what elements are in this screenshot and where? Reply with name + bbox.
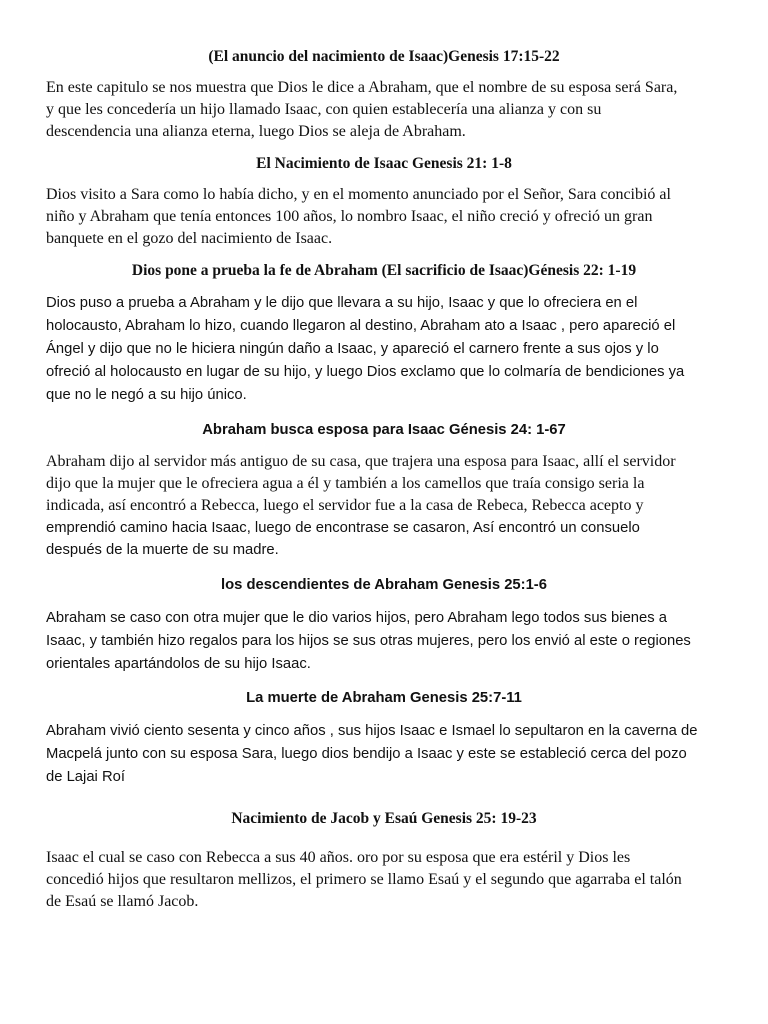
paragraph-line: niño y Abraham que tenía entonces 100 años, lo nombro Isaac, el niño creció y ofreció un gran [46, 208, 653, 225]
paragraph-line: indicada, así encontró a Rebecca, luego el servidor fue a la casa de Rebeca, Rebecca acepto y [46, 497, 644, 514]
paragraph-line: Dios visito a Sara como lo había dicho, y en el momento anunciado por el Señor, Sara concibió al [46, 186, 671, 203]
paragraph-line: concedió hijos que resultaron mellizos, el primero se llamo Esaú y el segundo que agarraba el talón [46, 871, 682, 888]
paragraph-line: Macpelá junto con su esposa Sara, luego dios bendijo a Isaac y este se estableció cerca del pozo [46, 746, 687, 762]
paragraph-line: Abraham se caso con otra mujer que le dio varios hijos, pero Abraham lego todos sus bienes a [46, 610, 667, 626]
paragraph-line: banquete en el gozo del nacimiento de Isaac. [46, 230, 333, 247]
paragraph-line: ofreció al holocausto en lugar de su hijo, y luego Dios exclamo que lo colmaría de bendiciones ya [46, 364, 685, 380]
section-paragraph [46, 184, 736, 250]
section-paragraph [46, 720, 736, 789]
paragraph-line: Abraham vivió ciento sesenta y cinco años , sus hijos Isaac e Ismael lo sepultaron en la caverna de [46, 723, 698, 739]
section-heading: (El anuncio del nacimiento de Isaac)Genesis 17:15-22 [208, 48, 560, 65]
paragraph-line: dijo que la mujer que le ofreciera agua a él y también a los camellos que traía consigo seria la [46, 475, 645, 492]
paragraph-line: que no le negó a su hijo único. [46, 387, 247, 403]
paragraph-line: emprendió camino hacia Isaac, luego de encontrase se casaron, Así encontró un consuelo [46, 520, 640, 536]
section-heading: Nacimiento de Jacob y Esaú Genesis 25: 19-23 [231, 810, 537, 827]
paragraph-line: descendencia una alianza eterna, luego Dios se aleja de Abraham. [46, 123, 466, 140]
section-paragraph [46, 607, 736, 676]
section-heading: Abraham busca esposa para Isaac Génesis 24: 1-67 [202, 422, 566, 438]
paragraph-line: Ángel y dijo que no le hiciera ningún daño a Isaac, y apareció el carnero frente a sus ojos y lo [46, 341, 659, 357]
section-paragraph [46, 292, 736, 407]
section-heading: los descendientes de Abraham Genesis 25:1-6 [221, 577, 547, 593]
paragraph-line: de Lajai Roí [46, 769, 125, 785]
paragraph-line: Isaac el cual se caso con Rebecca a sus 40 años. oro por su esposa que era estéril y Dios les [46, 849, 631, 866]
paragraph-line: Dios puso a prueba a Abraham y le dijo que llevara a su hijo, Isaac y que lo ofreciera en el [46, 295, 638, 311]
section-paragraph [46, 847, 736, 913]
paragraph-line: orientales apartándolos de su hijo Isaac. [46, 656, 311, 672]
section-heading: Dios pone a prueba la fe de Abraham (El sacrificio de Isaac)Génesis 22: 1-19 [131, 262, 637, 279]
paragraph-line: de Esaú se llamó Jacob. [46, 893, 199, 910]
paragraph-line: holocausto, Abraham lo hizo, cuando llegaron al destino, Abraham ato a Isaac , pero apareció el [46, 318, 676, 334]
paragraph-line: En este capitulo se nos muestra que Dios le dice a Abraham, que el nombre de su esposa será Sara, [46, 79, 678, 96]
paragraph-line: Isaac, y también hizo regalos para los hijos se sus otras mujeres, pero los envió al este o regiones [46, 633, 691, 649]
section-heading: La muerte de Abraham Genesis 25:7-11 [246, 690, 522, 706]
paragraph-line: después de la muerte de su madre. [46, 542, 279, 558]
section-paragraph [46, 451, 736, 561]
section-heading: El Nacimiento de Isaac Genesis 21: 1-8 [256, 155, 512, 172]
paragraph-line: Abraham dijo al servidor más antiguo de su casa, que trajera una esposa para Isaac, allí el servidor [46, 453, 676, 470]
section-paragraph [46, 77, 736, 143]
paragraph-line: y que les concedería un hijo llamado Isaac, con quien establecería una alianza y con su [46, 101, 602, 118]
